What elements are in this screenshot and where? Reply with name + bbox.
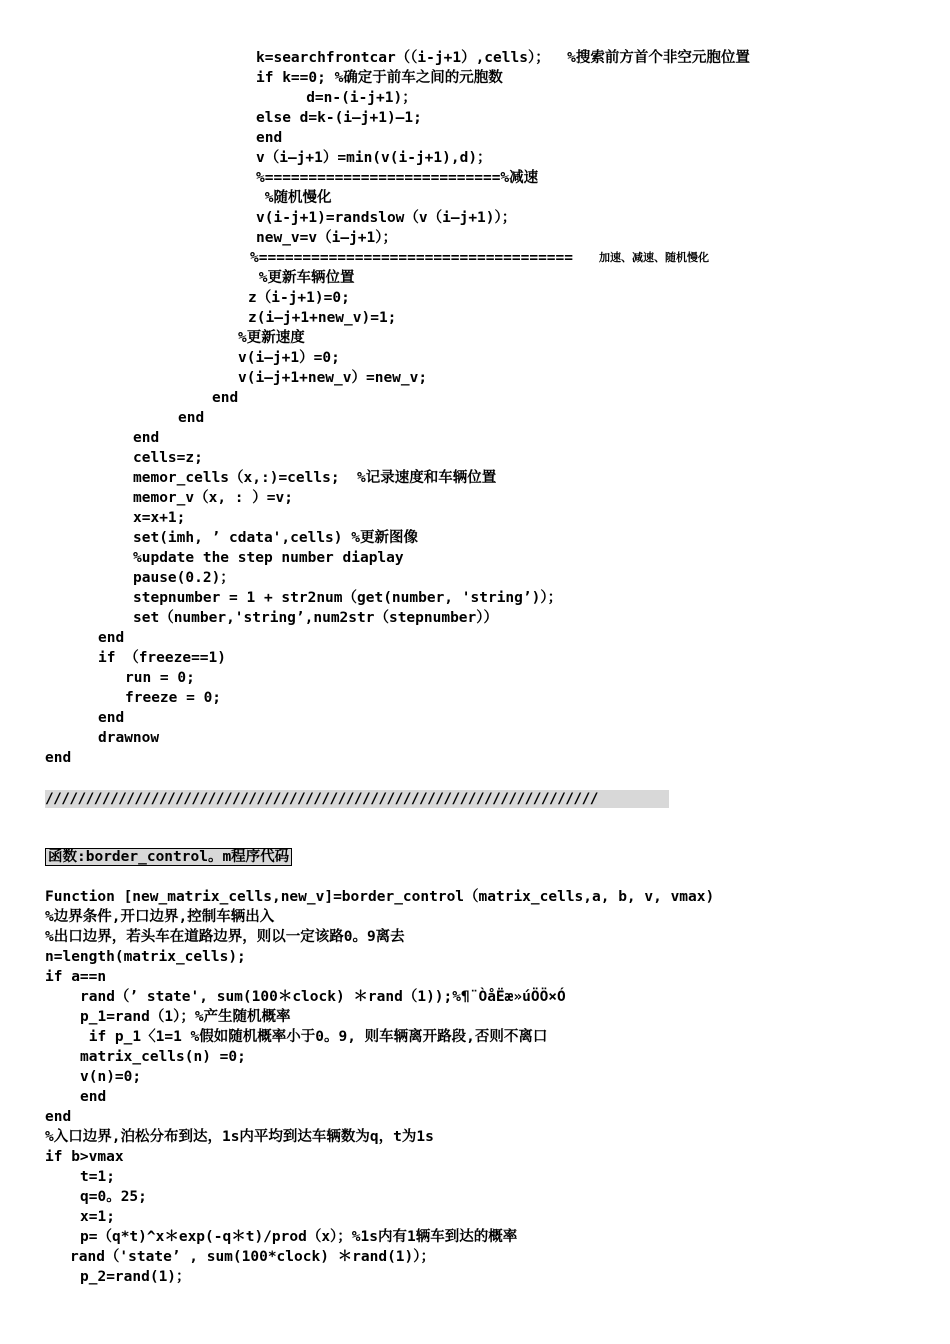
code-line: d=n-(i-j+1)； (280, 90, 417, 106)
inline-comment: 加速、减速、随机慢化 (599, 251, 709, 264)
code-line: %===========================%减速 (256, 170, 539, 186)
code-line: v（i—j+1）=min(v(i-j+1),d)； (256, 150, 492, 166)
code-line: if （freeze==1) (98, 650, 226, 666)
code-line: if b>vmax (45, 1149, 124, 1165)
code-line: if a==n (45, 969, 107, 985)
section-title-text: 函数:border_control。m程序代码 (45, 848, 292, 866)
code-line: set（number,'string’,num2str（stepnumber）） (133, 610, 499, 626)
code-line: end (98, 710, 125, 726)
code-line: %更新车辆位置 (250, 270, 355, 286)
code-line: %更新速度 (238, 330, 305, 346)
code-line: set(imh, ’ cdata',cells) %更新图像 (133, 530, 418, 546)
section-title (45, 847, 292, 867)
code-line: end (80, 1089, 107, 1105)
code-line: run = 0; (125, 670, 195, 686)
code-line: x=1; (80, 1209, 115, 1225)
code-line: if p_1〈1=1 %假如随机概率小于0。9, 则车辆离开路段,否则不离口 (80, 1029, 548, 1045)
code-line: if k==0; %确定于前车之间的元胞数 (256, 70, 503, 86)
code-line: v(n)=0; (80, 1069, 142, 1085)
code-line: x=x+1; (133, 510, 186, 526)
code-line: %出口边界，若头车在道路边界，则以一定该路0。9离去 (45, 929, 405, 945)
code-line: Function [new_matrix_cells,new_v]=border_control（matrix_cells,a, b, v, vmax) (45, 889, 715, 905)
code-line: %==================================== (250, 250, 574, 266)
code-line: z(i—j+1+new_v)=1; (248, 310, 397, 326)
code-line: n=length(matrix_cells); (45, 949, 246, 965)
code-line: end (45, 750, 72, 766)
code-line: k=searchfrontcar（（i-j+1）,cells）； %搜索前方首个非空元胞位置 (256, 50, 750, 66)
code-line: new_v=v（i—j+1）； (256, 230, 398, 246)
code-line: q=0。25; (80, 1189, 147, 1205)
code-line: %随机慢化 (256, 190, 332, 206)
code-line: memor_cells（x,:)=cells; %记录速度和车辆位置 (133, 470, 497, 486)
code-line: rand（’ state', sum(100＊clock) ＊rand（1));%¶¨ÒåËæ»úÖÖ×Ó (80, 989, 566, 1005)
code-line: p_1=rand（1）；%产生随机概率 (80, 1009, 291, 1025)
code-line: end (45, 1109, 72, 1125)
code-line: %入口边界,泊松分布到达，1s内平均到达车辆数为q，t为1s (45, 1129, 434, 1145)
code-line: p=（q*t)^x＊exp(-q＊t)/prod（x）；%1s内有1辆车到达的概率 (80, 1229, 518, 1245)
code-line: matrix_cells(n) =0; (80, 1049, 246, 1065)
code-line: pause(0.2)； (133, 570, 235, 586)
code-line: %update the step number diaplay (133, 550, 404, 566)
code-line: else d=k-(i—j+1)—1; (256, 110, 422, 126)
code-line: end (256, 130, 283, 146)
code-line: end (133, 430, 160, 446)
code-line: drawnow (98, 730, 160, 746)
code-line: v(i-j+1)=randslow（v（i—j+1)）； (256, 210, 517, 226)
code-line: z（i-j+1)=0; (248, 290, 350, 306)
code-line: t=1; (80, 1169, 115, 1185)
code-line: p_2=rand(1)； (80, 1269, 191, 1285)
code-line: v(i—j+1+new_v）=new_v; (238, 370, 428, 386)
code-line: memor_v（x, : ）=v; (133, 490, 293, 506)
code-line: cells=z; (133, 450, 203, 466)
divider-line: //////////////////////////////////////////////////////////////////// (45, 791, 598, 807)
code-line: freeze = 0; (125, 690, 222, 706)
code-line: end (212, 390, 239, 406)
code-line: end (178, 410, 205, 426)
code-line: stepnumber = 1 + str2num（get(number, 'string’)）； (133, 590, 563, 606)
code-line: %边界条件,开口边界,控制车辆出入 (45, 909, 275, 925)
code-line: rand（'state’ , sum(100*clock) ＊rand(1)）； (70, 1249, 436, 1265)
code-line: end (98, 630, 125, 646)
code-line: v(i—j+1）=0; (238, 350, 340, 366)
